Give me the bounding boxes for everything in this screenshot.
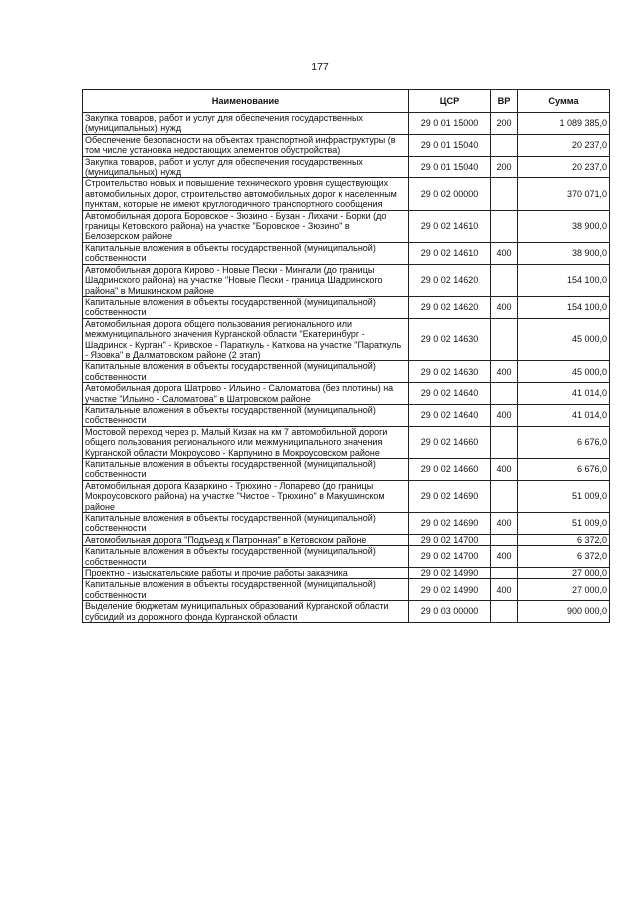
row-csr: 29 0 02 14610 — [409, 242, 491, 264]
row-vr: 200 — [491, 113, 518, 135]
table-row — [83, 361, 610, 383]
row-sum: 154 100,0 — [518, 296, 610, 318]
table-row — [83, 579, 610, 601]
table-row — [83, 134, 610, 156]
row-name: Автомобильная дорога Казаркино - Трюхино - Лопарево (до границы Мокроусовского района) на участке "Чистое - Трюхино" в Макушинском районе — [83, 480, 409, 512]
row-sum: 6 372,0 — [518, 546, 610, 568]
row-sum: 20 237,0 — [518, 134, 610, 156]
row-vr: 200 — [491, 156, 518, 178]
row-sum: 1 089 385,0 — [518, 113, 610, 135]
row-vr: 400 — [491, 459, 518, 481]
row-sum: 41 014,0 — [518, 383, 610, 405]
row-vr — [491, 178, 518, 210]
page-number: 177 — [311, 61, 329, 73]
row-sum: 20 237,0 — [518, 156, 610, 178]
row-sum: 6 372,0 — [518, 534, 610, 545]
row-name: Автомобильная дорога Шатрово - Ильино - Саломатова (без плотины) на участке "Ильино - Саломатова" в Шатровском районе — [83, 383, 409, 405]
row-sum: 900 000,0 — [518, 601, 610, 623]
row-name: Мостовой переход через р. Малый Кизак на км 7 автомобильной дороги общего пользования регионального или межмуниципального значения Курганской области Мокроусово - Карпунино в Мокроусовском районе — [83, 426, 409, 458]
row-sum: 38 900,0 — [518, 242, 610, 264]
row-name: Капитальные вложения в объекты государственной (муниципальной) собственности — [83, 579, 409, 601]
row-csr: 29 0 02 14610 — [409, 210, 491, 242]
table-row — [83, 113, 610, 135]
header-csr: ЦСР — [409, 90, 491, 113]
table-row — [83, 459, 610, 481]
row-csr: 29 0 02 14630 — [409, 361, 491, 383]
row-sum: 41 014,0 — [518, 404, 610, 426]
row-vr: 400 — [491, 242, 518, 264]
row-name: Закупка товаров, работ и услуг для обеспечения государственных (муниципальных) нужд — [83, 113, 409, 135]
row-csr: 29 0 02 14660 — [409, 459, 491, 481]
row-name: Капитальные вложения в объекты государственной (муниципальной) собственности — [83, 361, 409, 383]
row-csr: 29 0 02 14700 — [409, 534, 491, 545]
row-csr: 29 0 02 14690 — [409, 513, 491, 535]
row-csr: 29 0 02 14620 — [409, 296, 491, 318]
table-row — [83, 480, 610, 512]
row-sum: 38 900,0 — [518, 210, 610, 242]
row-name: Автомобильная дорога "Подъезд к Патронная" в Кетовском районе — [83, 534, 409, 545]
row-sum: 45 000,0 — [518, 318, 610, 361]
row-name: Капитальные вложения в объекты государственной (муниципальной) собственности — [83, 513, 409, 535]
row-vr — [491, 601, 518, 623]
row-vr — [491, 426, 518, 458]
table-row — [83, 404, 610, 426]
row-name: Капитальные вложения в объекты государственной (муниципальной) собственности — [83, 404, 409, 426]
table-row — [83, 178, 610, 210]
row-vr — [491, 568, 518, 579]
row-csr: 29 0 01 15040 — [409, 156, 491, 178]
table-row — [83, 513, 610, 535]
row-csr: 29 0 03 00000 — [409, 601, 491, 623]
row-sum: 370 071,0 — [518, 178, 610, 210]
row-name: Капитальные вложения в объекты государственной (муниципальной) собственности — [83, 459, 409, 481]
table-row — [83, 568, 610, 579]
row-name: Автомобильная дорога общего пользования регионального или межмуниципального значения Курганской области "Екатеринбург - Шадринск - Курган" - Кривское - Параткуль - Каткова на участке "Параткуль - Язовка" в Далматовском районе (2 этап) — [83, 318, 409, 361]
row-name: Капитальные вложения в объекты государственной (муниципальной) собственности — [83, 242, 409, 264]
row-name: Капитальные вложения в объекты государственной (муниципальной) собственности — [83, 546, 409, 568]
row-csr: 29 0 02 14690 — [409, 480, 491, 512]
header-vr: ВР — [491, 90, 518, 113]
row-sum: 45 000,0 — [518, 361, 610, 383]
row-vr: 400 — [491, 361, 518, 383]
row-csr: 29 0 02 14990 — [409, 579, 491, 601]
row-vr — [491, 134, 518, 156]
row-name: Закупка товаров, работ и услуг для обеспечения государственных (муниципальных) нужд — [83, 156, 409, 178]
row-csr: 29 0 02 14640 — [409, 404, 491, 426]
row-vr — [491, 480, 518, 512]
table-row — [83, 534, 610, 545]
table-row — [83, 210, 610, 242]
row-name: Выделение бюджетам муниципальных образований Курганской области субсидий из дорожного фонда Курганской области — [83, 601, 409, 623]
row-vr: 400 — [491, 404, 518, 426]
row-vr — [491, 318, 518, 361]
row-csr: 29 0 02 14620 — [409, 264, 491, 296]
row-csr: 29 0 02 14700 — [409, 546, 491, 568]
table-row — [83, 318, 610, 361]
table-row — [83, 426, 610, 458]
row-vr: 400 — [491, 513, 518, 535]
table-row — [83, 601, 610, 623]
table-body — [83, 113, 610, 623]
table-row — [83, 264, 610, 296]
row-vr: 400 — [491, 296, 518, 318]
table-row — [83, 156, 610, 178]
header-sum: Сумма — [518, 90, 610, 113]
row-sum: 154 100,0 — [518, 264, 610, 296]
table-row — [83, 546, 610, 568]
row-csr: 29 0 01 15000 — [409, 113, 491, 135]
row-vr: 400 — [491, 546, 518, 568]
row-sum: 27 000,0 — [518, 579, 610, 601]
row-name: Автомобильная дорога Боровское - Зюзино - Бузан - Лихачи - Борки (до границы Кетовского района) на участке "Боровское - Зюзино" в Белозерском районе — [83, 210, 409, 242]
row-name: Обеспечение безопасности на объектах транспортной инфраструктуры (в том числе установка недостающих элементов обустройства) — [83, 134, 409, 156]
row-name: Строительство новых и повышение технического уровня существующих автомобильных дорог, строительство автомобильных дорог к населенным пунктам, которые не имеют круглогодичного транспортного сообщения — [83, 178, 409, 210]
row-csr: 29 0 02 14640 — [409, 383, 491, 405]
table-row — [83, 296, 610, 318]
row-name: Капитальные вложения в объекты государственной (муниципальной) собственности — [83, 296, 409, 318]
table-row — [83, 383, 610, 405]
row-vr — [491, 210, 518, 242]
row-vr — [491, 264, 518, 296]
row-sum: 51 009,0 — [518, 513, 610, 535]
row-vr — [491, 534, 518, 545]
row-csr: 29 0 02 14990 — [409, 568, 491, 579]
row-csr: 29 0 02 00000 — [409, 178, 491, 210]
row-sum: 51 009,0 — [518, 480, 610, 512]
header-name: Наименование — [83, 90, 409, 113]
row-sum: 6 676,0 — [518, 459, 610, 481]
row-name: Проектно - изыскательские работы и прочие работы заказчика — [83, 568, 409, 579]
row-csr: 29 0 02 14660 — [409, 426, 491, 458]
budget-table — [82, 89, 610, 623]
row-vr — [491, 383, 518, 405]
row-csr: 29 0 01 15040 — [409, 134, 491, 156]
row-sum: 27 000,0 — [518, 568, 610, 579]
table-row — [83, 242, 610, 264]
row-sum: 6 676,0 — [518, 426, 610, 458]
row-vr: 400 — [491, 579, 518, 601]
row-csr: 29 0 02 14630 — [409, 318, 491, 361]
table-header-row — [83, 90, 610, 113]
row-name: Автомобильная дорога Кирово - Новые Пески - Мингали (до границы Шадринского района) на участке "Новые Пески - граница Шадринского района" в Мишкинском районе — [83, 264, 409, 296]
